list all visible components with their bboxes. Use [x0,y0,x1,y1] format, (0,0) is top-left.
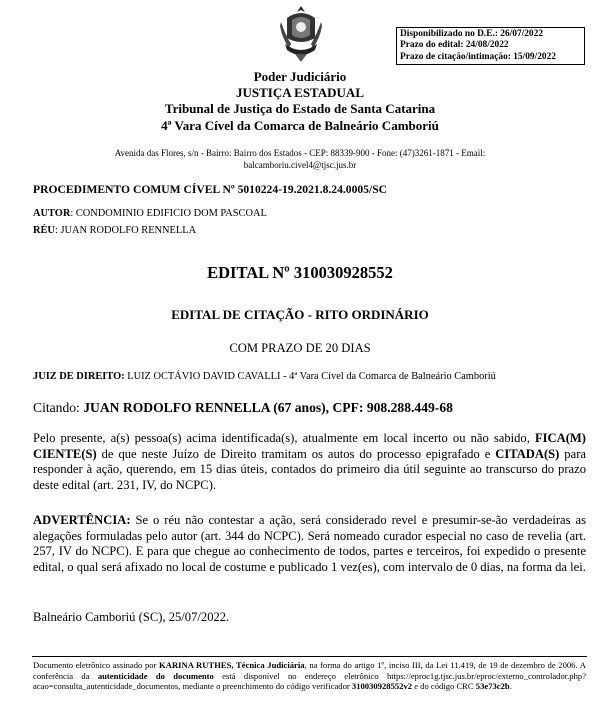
p1-ciente: FICA(M) CIENTE(S) [33,431,586,461]
footer-signer: KARINA RUTHES, Técnica Judiciária [159,660,305,670]
summons-paragraph [33,431,586,494]
judge-line [33,370,496,384]
header-address: Avenida das Flores, s/n - Bairro: Bairro dos Estados - CEP: 88339-900 - Fone: (47)3261-1871 - Email: [114,148,486,158]
place-date: Balneário Camboriú (SC), 25/07/2022. [33,610,230,624]
defendant-label: RÉU [33,225,55,236]
warning-paragraph [33,513,586,576]
procedure-number: PROCEDIMENTO COMUM CÍVEL Nº 5010224-19.2021.8.24.0005/SC [33,183,388,196]
p1-text-e: para responder à ação, querendo, em 15 dias úteis, contados do primeiro dia útil seguinte ao transcurso do prazo deste edital (art. 231, IV, do NCPC). [33,446,586,493]
cited-line [33,399,453,417]
p1-citada: CITADA(S) [495,446,560,461]
header-vara: 4ª Vara Cível da Comarca de Balneário Camboriú [161,118,439,133]
header-email: balcamboriu.civel4@tjsc.jus.br [243,160,357,170]
edital-title: EDITAL Nº 310030928552 [207,263,393,282]
signature-footer [33,660,586,692]
defendant-name: : JUAN RODOLFO RENNELLA [54,225,197,236]
footer-authenticity: autenticidade do documento [97,670,214,681]
footer-text-g: e do código CRC [412,681,476,692]
author-label: AUTOR [33,208,71,219]
p1-text-a: Pelo presente, a(s) pessoa(s) acima identificada(s), atualmente em local incerto ou não sabido, [33,431,535,445]
warning-text: Se o réu não contestar a ação, será considerado revel e presumir-se-ão verdadeiras as alegações formuladas pelo autor (art. 344 do NCPC). Será nomeado curador especial no caso de revelia (art. 257, IV do NCPC). E para que chegue ao conhecimento de todos, partes e terceiros, foi expedido o presente edital, o qual será afixado no local de costume e publicado 1 vez(es), com intervalo de 0 dias, na forma da lei. [33,513,586,575]
author-name: : CONDOMINIO EDIFICIO DOM PASCOAL [70,208,267,219]
publication-date: Disponibilizado no D.E.: 26/07/2022 [400,29,543,39]
edital-subtitle: EDITAL DE CITAÇÃO - RITO ORDINÁRIO [171,307,429,322]
footer-text-e: está disponível no endereço eletrônico https://eproc1g.tjsc.jus.br/eproc/externo_controlador.php?acao=consulta_autenticidade_documentos, mediante o preenchimento do código verificador [33,670,587,692]
defendant-line [33,224,196,238]
header-justice: JUSTIÇA ESTADUAL [236,85,364,100]
cited-person: JUAN RODOLFO RENNELLA (67 anos), CPF: 908.288.449-68 [83,400,453,415]
coat-of-arms-emblem [279,4,323,64]
warning-label: ADVERTÊNCIA: [33,513,131,527]
header-power: Poder Judiciário [253,69,347,84]
footer-text-c: , na forma do artigo 1º, inciso III, da Lei 11.419, de 19 de dezembro de 2006. A conferência da [33,660,586,681]
cited-prefix: Citando: [33,400,84,415]
footer-text-a: Documento eletrônico assinado por [33,660,160,670]
citation-deadline: Prazo de citação/intimação: 15/09/2022 [400,51,556,62]
author-line [33,207,267,221]
judge-name: LUIZ OCTÁVIO DAVID CAVALLI - 4ª Vara Cível da Comarca de Balneário Camboriú [124,371,496,382]
edital-deadline: Prazo do edital: 24/08/2022 [400,40,509,51]
footer-text-i: . [509,681,512,692]
judge-label: JUIZ DE DIREITO: [33,371,125,382]
p1-text-c: de que neste Juízo de Direito tramitam os autos do processo epigrafado e [96,446,496,461]
footer-divider [32,656,587,657]
footer-crc-code: 53e73c2b [475,681,510,692]
publication-dates-box [396,27,585,65]
edital-deadline-text: COM PRAZO DE 20 DIAS [229,341,371,355]
footer-verifier-code: 310030928552v2 [351,681,413,692]
header-court: Tribunal de Justiça do Estado de Santa Catarina [164,101,436,116]
